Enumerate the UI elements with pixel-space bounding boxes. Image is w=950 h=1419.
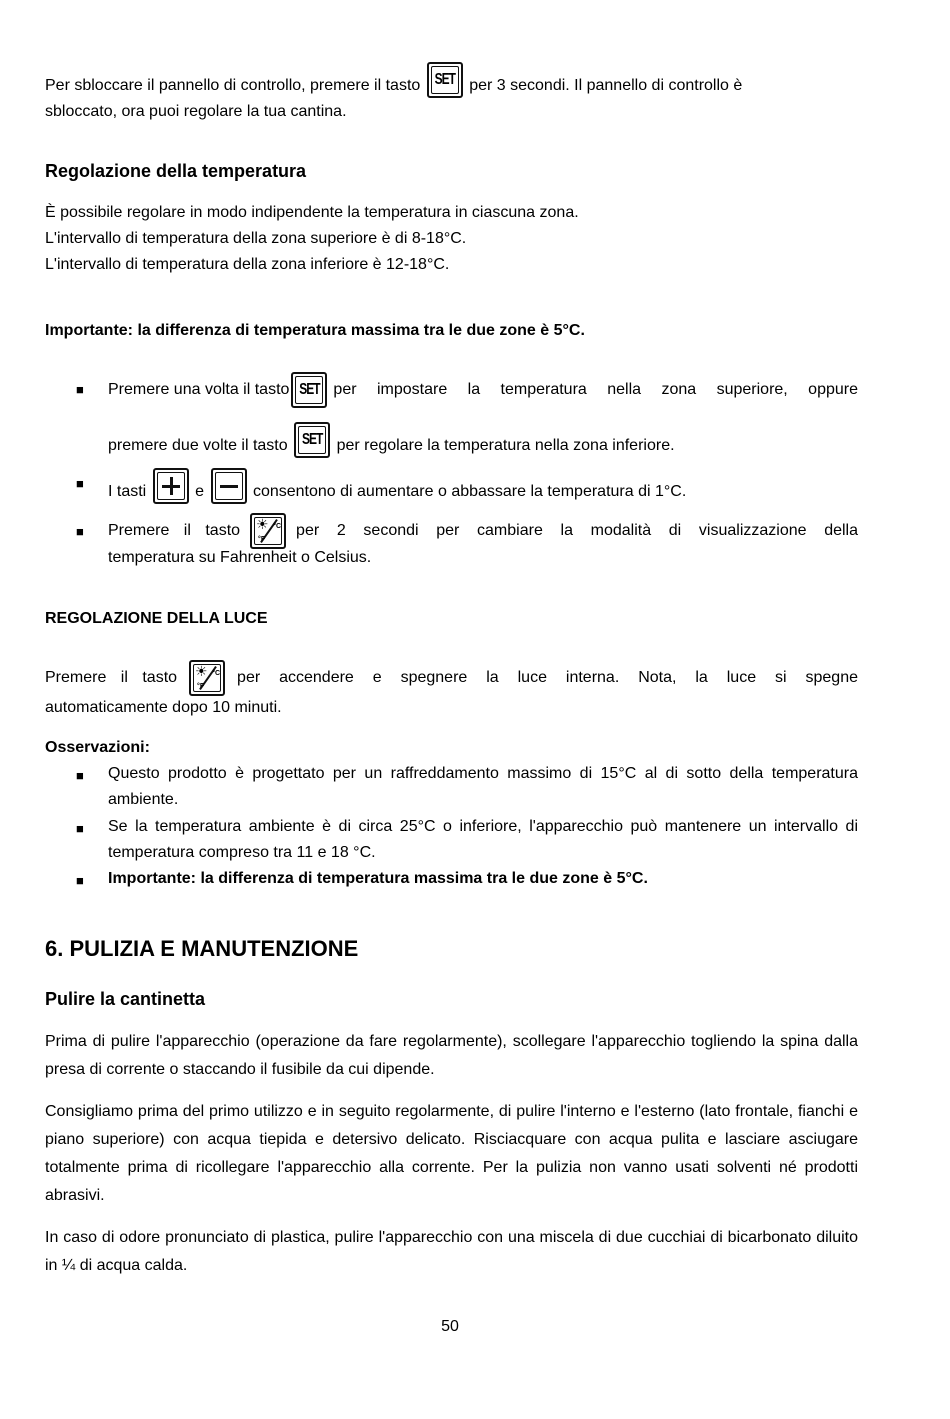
notes-heading: Osservazioni:: [45, 739, 150, 756]
minus-icon: [211, 468, 247, 504]
bullet-plus-minus: [108, 468, 858, 505]
unlock-text-pre: Per sbloccare il pannello di controllo, premere il tasto: [45, 77, 421, 94]
set-button-icon: SET: [294, 422, 330, 458]
bullet-unit-change: [108, 516, 858, 546]
note-item: Questo prodotto è progettato per un raffreddamento massimo di 15°C al di sotto della temperatura ambiente.: [108, 765, 858, 808]
temperature-info: [45, 200, 858, 278]
bullet-3-post: per 2 secondi per cambiare la modalità di visualizzazione della: [296, 522, 858, 539]
bullet-2-post: consentono di aumentare o abbassare la temperatura di 1°C.: [252, 483, 687, 500]
temperature-important: Importante: la differenza di temperatura massima tra le due zone è 5°C.: [45, 322, 585, 339]
bullet-3-line2: temperatura su Fahrenheit o Celsius.: [108, 549, 372, 566]
bullet-1-post: per impostare la temperatura nella zona superiore, oppure: [333, 381, 858, 398]
light-text-post: per accendere e spegnere la luce interna. Nota, la luce si spegne: [237, 669, 858, 686]
page-number: 50: [441, 1318, 459, 1335]
note-item-important: Importante: la differenza di temperatura massima tra le due zone è 5°C.: [108, 870, 648, 887]
light-heading: REGOLAZIONE DELLA LUCE: [45, 610, 268, 627]
bullet-1-pre: Premere una volta il tasto: [108, 381, 290, 398]
temperature-line-1: È possibile regolare in modo indipendente la temperatura in ciascuna zona.: [45, 204, 579, 221]
unlock-text-line2: sbloccato, ora puoi regolare la tua cantina.: [45, 103, 347, 120]
section-heading-cleaning: 6. PULIZIA E MANUTENZIONE: [45, 936, 359, 961]
note-item: Se la temperatura ambiente è di circa 25°C o inferiore, l'apparecchio può mantenere un intervallo di temperatura compreso tra 11 e 18 °C.: [108, 818, 858, 861]
bullet-marker: ■: [76, 382, 84, 397]
bullet-2-pre: I tasti: [108, 483, 147, 500]
bullet-marker: ■: [76, 476, 84, 491]
bullet-1-line2-pre: premere due volte il tasto: [108, 437, 288, 454]
bullet-marker: ■: [76, 873, 84, 888]
unlock-paragraph: [45, 62, 858, 125]
cleaning-subheading: Pulire la cantinetta: [45, 989, 206, 1009]
unlock-text-post: per 3 secondi. Il pannello di controllo è: [469, 77, 743, 94]
light-paragraph: [45, 658, 858, 698]
bullet-set-zone: [108, 375, 858, 405]
light-unit-icon: ☀ °C °F: [189, 660, 225, 696]
bullet-marker: ■: [76, 821, 84, 836]
light-unit-icon: ☀ °C °F: [250, 513, 286, 549]
light-text-pre: Premere il tasto: [45, 669, 178, 686]
temperature-line-3: L'intervallo di temperatura della zona inferiore è 12-18°C.: [45, 256, 450, 273]
cleaning-paragraph-1: Prima di pulire l'apparecchio (operazione da fare regolarmente), scollegare l'apparecchio togliendo la spina dalla presa di corrente o staccando il fusibile da cui dipende.: [45, 1033, 858, 1078]
set-button-icon: SET: [291, 372, 327, 408]
temperature-line-2: L'intervallo di temperatura della zona superiore è di 8-18°C.: [45, 230, 467, 247]
bullet-set-zone-line2: [108, 422, 858, 459]
bullet-3-pre: Premere il tasto: [108, 522, 241, 539]
light-text-line2: automaticamente dopo 10 minuti.: [45, 699, 282, 716]
plus-icon: [153, 468, 189, 504]
cleaning-paragraph-3: In caso di odore pronunciato di plastica, pulire l'apparecchio con una miscela di due cucchiai di bicarbonato diluito in ¼ di acqua calda.: [45, 1229, 858, 1274]
cleaning-paragraph-2: Consigliamo prima del primo utilizzo e in seguito regolarmente, di pulire l'interno e l'esterno (lato frontale, fianchi e piano superiore) con acqua tiepida e detersivo delicato. Risciacquare con acqua pulita e lasciare asciugare totalmente prima di ricollegare l'apparecchio alla corrente. Per la pulizia non vanno usati solventi né prodotti abrasivi.: [45, 1103, 858, 1204]
bullet-2-mid: e: [195, 483, 205, 500]
bullet-marker: ■: [76, 524, 84, 539]
temperature-heading: Regolazione della temperatura: [45, 161, 307, 181]
bullet-1-line2-post: per regolare la temperatura nella zona inferiore.: [336, 437, 675, 454]
bullet-marker: ■: [76, 768, 84, 783]
set-button-icon: SET: [427, 62, 463, 98]
